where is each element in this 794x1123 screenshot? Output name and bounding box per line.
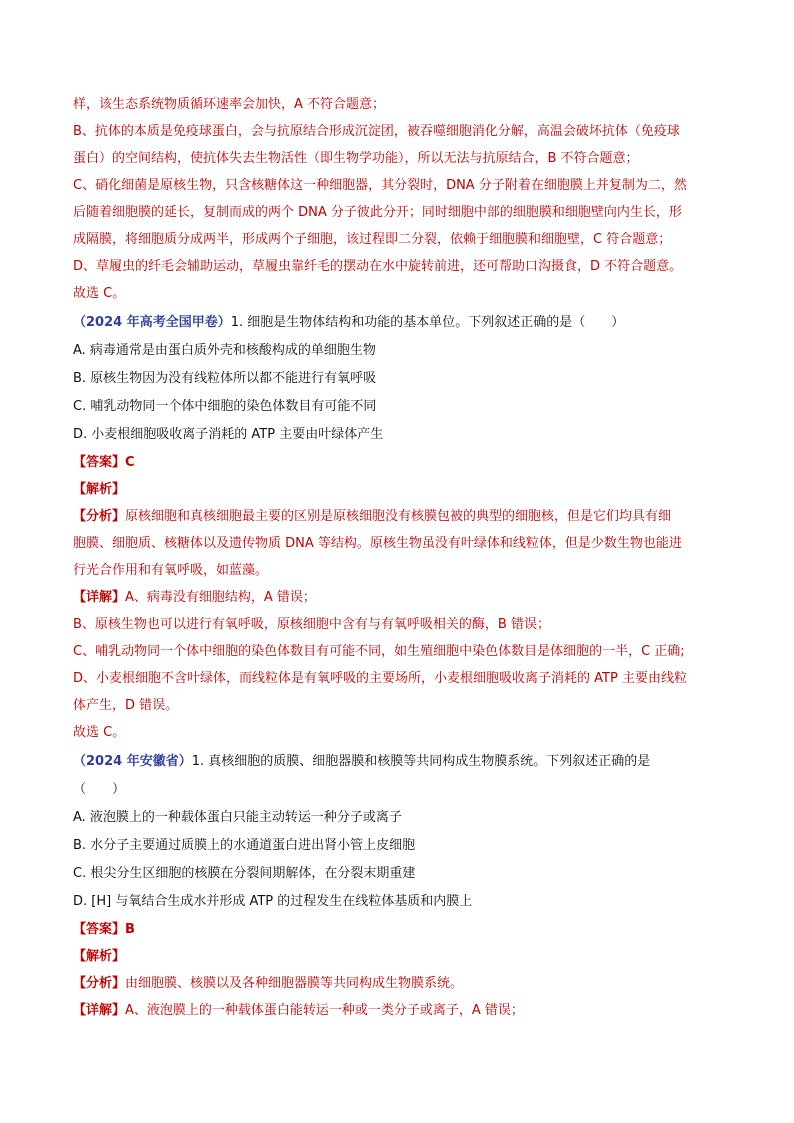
conclusion: 故选 C。 [73, 725, 126, 740]
prev-conclusion: 故选 C。 [73, 286, 126, 301]
option-c: C. 根尖分生区细胞的核膜在分裂间期解体，在分裂末期重建 [73, 866, 416, 881]
xiangjie-line [73, 589, 733, 607]
xiangjie-line: C、哺乳动物同一个体中细胞的染色体数目有可能不同，如生殖细胞中染色体数目是体细胞的一半，C 正确; [73, 644, 685, 659]
xiangjie-line: D、小麦根细胞不含叶绿体，而线粒体是有氧呼吸的主要场所，小麦根细胞吸收离子消耗的 ATP 主要由线粒 [73, 671, 687, 686]
option-d: D. 小麦根细胞吸收离子消耗的 ATP 主要由叶绿体产生 [73, 427, 384, 442]
question-1-header [73, 314, 733, 332]
question-stem: 1. 真核细胞的质膜、细胞器膜和核膜等共同构成生物膜系统。下列叙述正确的是 [191, 754, 651, 769]
answer-tag: 【答案】 [73, 922, 126, 937]
analysis-tag: 【解析】 [73, 949, 126, 964]
xiangjie-line: B、原核生物也可以进行有氧呼吸，原核细胞中含有与有氧呼吸相关的酶，B 错误； [73, 617, 550, 632]
answer-line [73, 454, 733, 472]
fenxi-line: 胞膜、细胞质、核糖体以及遗传物质 DNA 等结构。原核生物虽没有叶绿体和线粒体，但是少数生物也能进 [73, 536, 682, 551]
fenxi-line: 行光合作用和有氧呼吸，如蓝藻。 [73, 563, 269, 578]
analysis-tag: 【解析】 [73, 482, 126, 497]
fenxi-text: 由细胞膜、核膜以及各种细胞器膜等共同构成生物膜系统。 [125, 976, 464, 991]
question-stem: 1. 细胞是生物体结构和功能的基本单位。下列叙述正确的是（ ） [230, 315, 625, 330]
option-b: B. 水分子主要通过质膜上的水通道蛋白进出肾小管上皮细胞 [73, 838, 416, 853]
xiangjie-text: A、病毒没有细胞结构，A 错误； [125, 590, 316, 605]
xiangjie-tag: 【详解】 [73, 1003, 126, 1018]
option-c: C. 哺乳动物同一个体中细胞的染色体数目有可能不同 [73, 399, 377, 414]
fenxi-text: 原核细胞和真核细胞最主要的区别是原核细胞没有核膜包被的典型的细胞核，但是它们均具有细 [125, 509, 672, 524]
prev-explanation-line: 成隔膜，将细胞质分成两半，形成两个子细胞，该过程即二分裂，依赖于细胞膜和细胞壁，C 符合题意； [73, 232, 672, 247]
xiangjie-line: 体产生，D 错误。 [73, 698, 179, 713]
answer-tag: 【答案】 [73, 455, 126, 470]
fenxi-tag: 【分析】 [73, 509, 126, 524]
prev-explanation-line: B、抗体的本质是免疫球蛋白，会与抗原结合形成沉淀团，被吞噬细胞消化分解，高温会破坏抗体（免疫球 [73, 124, 680, 139]
prev-explanation-line: 蛋白）的空间结构，使抗体失去生物活性（即生物学功能），所以无法与抗原结合，B 不符合题意； [73, 151, 639, 166]
option-b: B. 原核生物因为没有线粒体所以都不能进行有氧呼吸 [73, 371, 377, 386]
prev-explanation-line: C、硝化细菌是原核生物，只含核糖体这一种细胞器，其分裂时，DNA 分子附着在细胞膜上并复制为二，然 [73, 178, 687, 193]
question-stem-paren: （ ） [73, 782, 126, 797]
fenxi-tag: 【分析】 [73, 976, 126, 991]
fenxi-line [73, 508, 733, 526]
xiangjie-text: A、液泡膜上的一种载体蛋白能转运一种或一类分子或离子，A 错误； [125, 1003, 524, 1018]
option-a: A. 病毒通常是由蛋白质外壳和核酸构成的单细胞生物 [73, 343, 376, 358]
xiangjie-line [73, 1002, 733, 1020]
answer-value: B [125, 922, 135, 937]
option-d: D. [H] 与氧结合生成水并形成 ATP 的过程发生在线粒体基质和内膜上 [73, 894, 473, 909]
option-a: A. 液泡膜上的一种载体蛋白只能主动转运一种分子或离子 [73, 810, 402, 825]
xiangjie-tag: 【详解】 [73, 590, 126, 605]
question-2-header [73, 753, 733, 771]
prev-explanation-line: 样，该生态系统物质循环速率会加快，A 不符合题意； [73, 97, 386, 112]
fenxi-line [73, 975, 733, 993]
prev-explanation-line: D、草履虫的纤毛会辅助运动，草履虫靠纤毛的摆动在水中旋转前进，还可帮助口沟摄食，D 不符合题意。 [73, 259, 683, 274]
prev-explanation-line: 后随着细胞膜的延长，复制而成的两个 DNA 分子彼此分开；同时细胞中部的细胞膜和细胞壁向内生长，形 [73, 205, 682, 220]
answer-value: C [125, 455, 135, 470]
answer-line [73, 921, 733, 939]
question-source: （2024 年安徽省） [73, 754, 192, 769]
question-source: （2024 年高考全国甲卷） [73, 315, 231, 330]
